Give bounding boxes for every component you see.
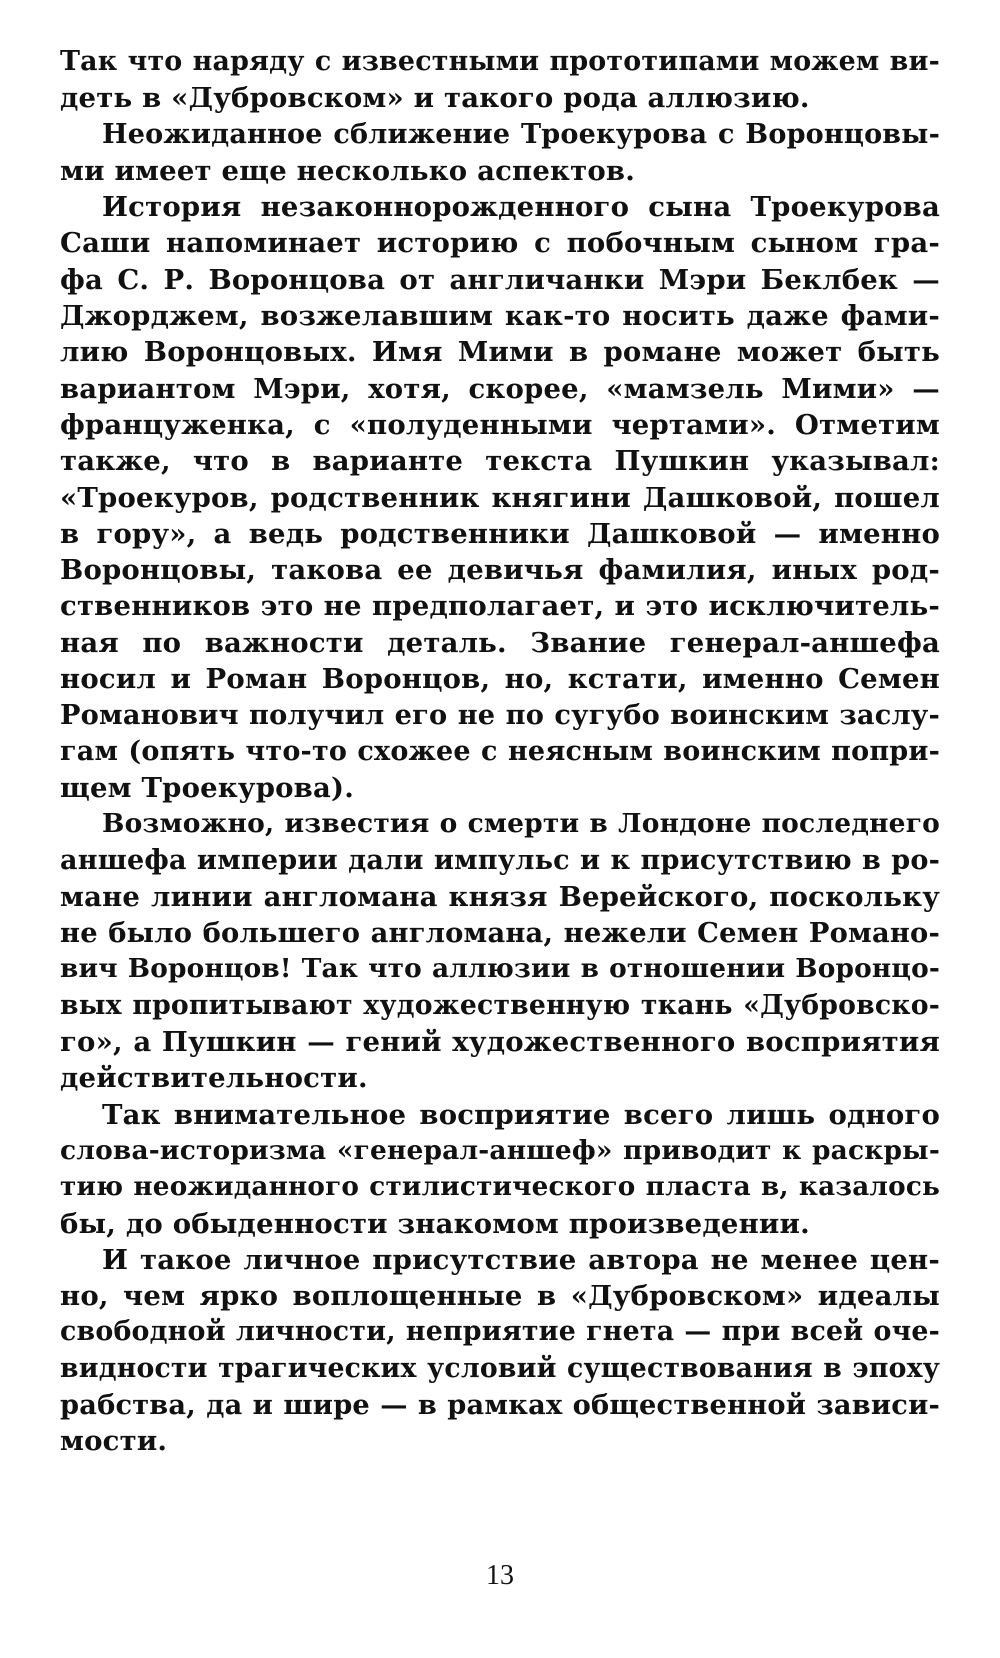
text-line: Неожиданное сближение Троекурова с Воронцовы- xyxy=(102,118,940,150)
text-line: мости. xyxy=(60,1425,168,1458)
text-line: Так что наряду с известными прототипами можем ви- xyxy=(60,46,940,77)
text-line: деть в «Дубровском» и такого рода аллюзию. xyxy=(60,82,810,115)
paragraph xyxy=(60,1242,940,1460)
text-line: но, чем ярко воплощенные в «Дубровском» идеалы xyxy=(60,1280,940,1313)
text-line: Возможно, известия о смерти в Лондоне последнего xyxy=(102,808,940,840)
text-line: также, что в варианте текста Пушкин указывал: xyxy=(60,445,940,478)
text-line: Романович получил его не по сугубо воинским заслу- xyxy=(60,699,940,732)
text-line: го», а Пушкин — гений художественного восприятия xyxy=(60,1026,940,1059)
text-line: ная по важности деталь. Звание генерал-аншефа xyxy=(60,626,940,659)
text-line: тию неожиданного стилистического пласта в, казалось xyxy=(60,1171,940,1203)
text-line: гам (опять что-то схожее с неясным воинским попри- xyxy=(60,735,940,767)
text-line: щем Троекурова). xyxy=(60,771,354,804)
text-line: И такое личное присутствие автора не менее цен- xyxy=(102,1243,940,1276)
text-line: Воронцовы, такова ее девичья фамилия, иных род- xyxy=(60,554,940,587)
text-line: Саши напоминает историю с побочным сыном гра- xyxy=(60,227,940,260)
text-line: в гору», а ведь родственники Дашковой — именно xyxy=(60,517,940,550)
paragraph xyxy=(60,1097,940,1242)
text-line: ми имеет еще несколько аспектов. xyxy=(60,154,635,187)
text-line: не было большего англомана, нежели Семен Романо- xyxy=(60,917,940,950)
text-line: вич Воронцов! Так что аллюзии в отношении Воронцо- xyxy=(60,953,940,985)
text-line: носил и Роман Воронцов, но, кстати, именно Семен xyxy=(60,663,940,696)
paragraph xyxy=(60,44,940,117)
text-line: Так внимательное восприятие всего лишь одного xyxy=(102,1098,940,1131)
text-line: вых пропитывают художественную ткань «Дубровско- xyxy=(60,989,940,1021)
book-page-text xyxy=(60,44,940,1460)
text-line: видности трагических условий существования в эпоху xyxy=(60,1352,940,1384)
text-line: свободной личности, неприятие гнета — при всей оче- xyxy=(60,1316,940,1348)
page-number: 13 xyxy=(486,1560,514,1591)
paragraph xyxy=(60,189,940,806)
text-line: лию Воронцовых. Имя Мими в романе может быть xyxy=(60,336,940,369)
text-line: слова-историзма «генерал-аншеф» приводит к раскры- xyxy=(60,1134,940,1166)
text-line: фа С. Р. Воронцова от англичанки Мэри Беклбек — xyxy=(60,263,940,296)
text-line: мане линии англомана князя Верейского, поскольку xyxy=(60,880,940,913)
paragraph xyxy=(60,117,940,190)
text-line: аншефа империи дали импульс и к присутствию в ро- xyxy=(60,844,940,876)
text-line: Джорджем, возжелавшим как-то носить даже фами- xyxy=(60,300,940,333)
text-line: вариантом Мэри, хотя, скорее, «мамзель Мими» — xyxy=(60,372,940,405)
text-line: рабства, да и шире — в рамках общественной зависи- xyxy=(60,1388,940,1421)
text-line: «Троекуров, родственник княгини Дашковой, пошел xyxy=(60,481,940,514)
text-line: ственников это не предполагает, и это исключитель- xyxy=(60,590,940,623)
text-line: действительности. xyxy=(60,1062,368,1095)
text-line: француженка, с «полуденными чертами». Отметим xyxy=(60,408,940,441)
paragraph xyxy=(60,806,940,1096)
text-line: бы, до обыденности знакомом произведении. xyxy=(60,1207,810,1240)
text-line: История незаконнорожденного сына Троекурова xyxy=(102,191,940,224)
